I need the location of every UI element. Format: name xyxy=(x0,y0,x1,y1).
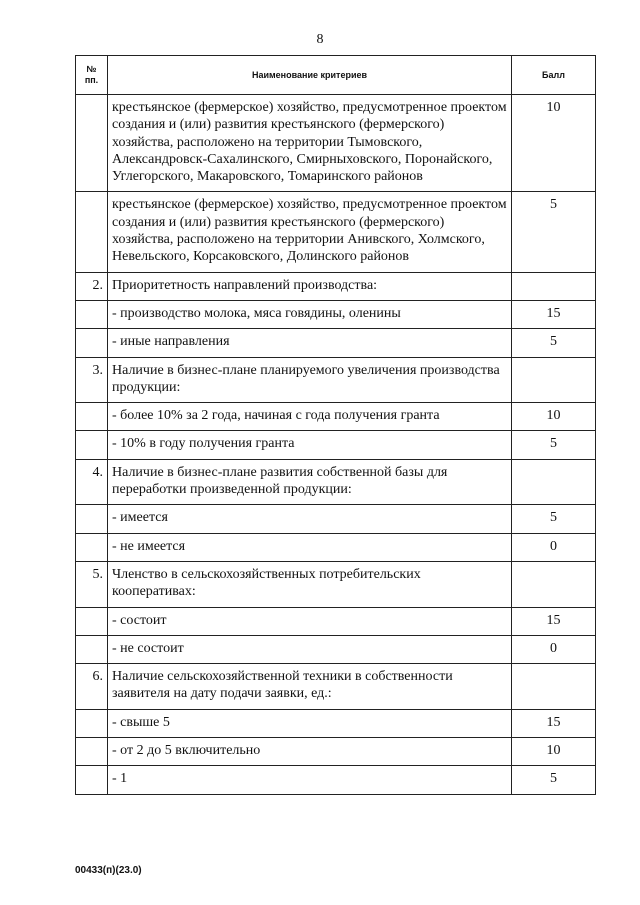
table-row xyxy=(76,533,596,561)
criterion-text: Членство в сельскохозяйственных потребительских кооперативах: xyxy=(108,561,512,607)
row-number xyxy=(76,431,108,459)
criterion-text: - более 10% за 2 года, начиная с года получения гранта xyxy=(108,403,512,431)
criterion-text: - от 2 до 5 включительно xyxy=(108,738,512,766)
criterion-score: 15 xyxy=(512,300,596,328)
criteria-table-header xyxy=(76,56,596,95)
row-number xyxy=(76,766,108,794)
row-number: 6. xyxy=(76,664,108,710)
row-number xyxy=(76,533,108,561)
criterion-text: Наличие в бизнес-плане планируемого увеличения производства продукции: xyxy=(108,357,512,403)
table-row xyxy=(76,403,596,431)
criterion-score: 5 xyxy=(512,431,596,459)
row-number: 2. xyxy=(76,272,108,300)
criterion-text: - 10% в году получения гранта xyxy=(108,431,512,459)
criterion-text: Приоритетность направлений производства: xyxy=(108,272,512,300)
criterion-score: 5 xyxy=(512,766,596,794)
table-row xyxy=(76,300,596,328)
table-row xyxy=(76,431,596,459)
criterion-score: 0 xyxy=(512,533,596,561)
criterion-text: крестьянское (фермерское) хозяйство, предусмотренное проектом создания и (или) развития крестьянского (фермерского) хозяйства, расположено на территории Тымовского, Александровск-Сахалинского, Смирныховского, Поронайского, Углегорского, Макаровского, Томаринского районов xyxy=(108,95,512,192)
criterion-text: - не состоит xyxy=(108,635,512,663)
criterion-score: 10 xyxy=(512,95,596,192)
criterion-score xyxy=(512,272,596,300)
table-row xyxy=(76,635,596,663)
page-number: 8 xyxy=(316,32,324,47)
criterion-score xyxy=(512,357,596,403)
criterion-text: - производство молока, мяса говядины, оленины xyxy=(108,300,512,328)
row-number: 3. xyxy=(76,357,108,403)
criterion-text: Наличие сельскохозяйственной техники в собственности заявителя на дату подачи заявки, ед.: xyxy=(108,664,512,710)
criterion-text: - свыше 5 xyxy=(108,709,512,737)
header-criteria-name: Наименование критериев xyxy=(108,56,512,95)
criterion-text: - иные направления xyxy=(108,329,512,357)
row-number xyxy=(76,635,108,663)
table-row xyxy=(76,709,596,737)
table-row xyxy=(76,664,596,710)
row-number xyxy=(76,300,108,328)
row-number xyxy=(76,95,108,192)
table-row xyxy=(76,357,596,403)
row-number xyxy=(76,709,108,737)
header-number: № пп. xyxy=(76,56,108,95)
criterion-score: 5 xyxy=(512,192,596,272)
table-row xyxy=(76,738,596,766)
table-row xyxy=(76,272,596,300)
table-row xyxy=(76,766,596,794)
criterion-score xyxy=(512,561,596,607)
criterion-score xyxy=(512,664,596,710)
criterion-score: 15 xyxy=(512,709,596,737)
row-number xyxy=(76,738,108,766)
row-number xyxy=(76,192,108,272)
criterion-score: 15 xyxy=(512,607,596,635)
criterion-text: - имеется xyxy=(108,505,512,533)
row-number xyxy=(76,403,108,431)
criterion-score: 10 xyxy=(512,738,596,766)
header-score: Балл xyxy=(512,56,596,95)
row-number xyxy=(76,607,108,635)
table-row xyxy=(76,192,596,272)
criterion-text: - состоит xyxy=(108,607,512,635)
criterion-score: 10 xyxy=(512,403,596,431)
criterion-text: крестьянское (фермерское) хозяйство, предусмотренное проектом создания и (или) развития крестьянского (фермерского) хозяйства, расположено на территории Анивского, Холмского, Невельского, Корсаковского, Долинского районов xyxy=(108,192,512,272)
table-row xyxy=(76,607,596,635)
table-row xyxy=(76,329,596,357)
row-number: 4. xyxy=(76,459,108,505)
criteria-table xyxy=(75,55,596,795)
row-number: 5. xyxy=(76,561,108,607)
criterion-text: - 1 xyxy=(108,766,512,794)
document-code: 00433(п)(23.0) xyxy=(75,865,142,876)
table-row xyxy=(76,561,596,607)
row-number xyxy=(76,505,108,533)
criterion-score xyxy=(512,459,596,505)
table-row xyxy=(76,95,596,192)
criterion-text: Наличие в бизнес-плане развития собственной базы для переработки произведенной продукции: xyxy=(108,459,512,505)
header-row xyxy=(76,56,596,95)
criterion-text: - не имеется xyxy=(108,533,512,561)
row-number xyxy=(76,329,108,357)
table-row xyxy=(76,505,596,533)
criterion-score: 5 xyxy=(512,505,596,533)
criteria-table-body xyxy=(76,95,596,795)
criterion-score: 5 xyxy=(512,329,596,357)
criterion-score: 0 xyxy=(512,635,596,663)
table-row xyxy=(76,459,596,505)
